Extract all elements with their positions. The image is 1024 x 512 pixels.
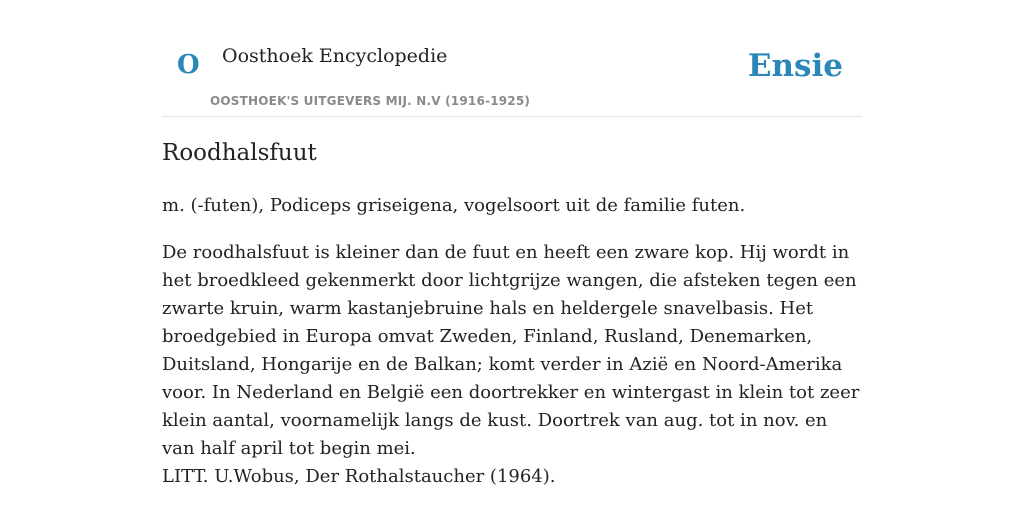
- page: [162, 0, 862, 487]
- source-header: [162, 0, 862, 117]
- entry-body: De roodhalsfuut is kleiner dan de fuut en heeft een zware kop. Hij wordt in het broedkleed gekenmerkt door lichtgrijze wangen, die afsteken tegen een zwarte kruin, warm kastanjebruine hals en heldergele snavelbasis. Het broedgebied in Europa omvat Zweden, Finland, Rusland, Denemarken, Duitsland, Hongarije en de Balkan; komt verder in Azië en Noord-Amerika voor. In Nederland en België een doortrekker en wintergast in klein tot zeer klein aantal, voornamelijk langs de kust. Doortrek van aug. tot in nov. en van half april tot begin mei.: [162, 242, 860, 459]
- ensie-logo[interactable]: Ensie: [747, 48, 843, 84]
- entry-literature: LITT. U.Wobus, Der Rothalstaucher (1964).: [162, 466, 556, 487]
- source-logo[interactable]: O: [177, 50, 200, 80]
- entry-title: Roodhalsfuut: [162, 140, 317, 166]
- publisher-label: OOSTHOEK'S UITGEVERS MIJ. N.V (1916-1925): [210, 94, 531, 108]
- entry-definition: m. (-futen), Podiceps griseigena, vogelsoort uit de familie futen.: [162, 195, 746, 216]
- source-title-link[interactable]: Oosthoek Encyclopedie: [222, 45, 448, 67]
